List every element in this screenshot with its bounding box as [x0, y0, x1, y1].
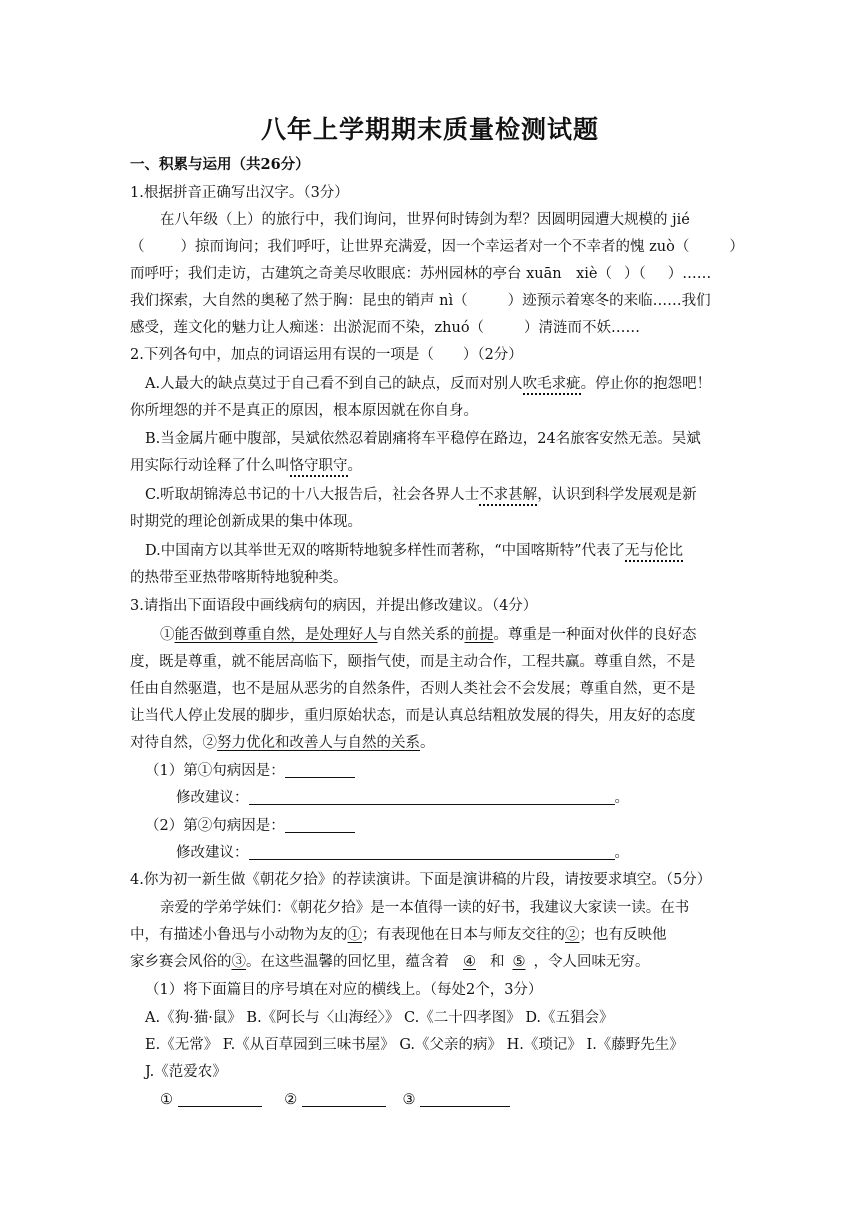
dotted-term-d: 无与伦比 [625, 542, 683, 562]
option-d-line-2: 的热带至亚热带喀斯特地貌种类。 [130, 570, 348, 586]
underlined-sentence-1: 能否做到尊重自然，是处理好人 [174, 627, 378, 643]
question-3-para-line-1: ①能否做到尊重自然，是处理好人与自然关系的前提。尊重是一种面对伙伴的良好态 [160, 627, 697, 643]
options-line-2: E.《无常》 F.《从百草园到三味书屋》 G.《父亲的病》 H.《琐记》 I.《藤野先生》 [145, 1037, 684, 1053]
option-c-line-1: C.听取胡锦涛总书记的十八大报告后，社会各界人士不求甚解，认识到科学发展观是新 [145, 482, 740, 509]
underlined-sentence-2: 努力优化和改善人与自然的关系 [217, 735, 420, 751]
question-3-para-line-2: 度，既是尊重，就不能居高临下，颐指气使，而是主动合作，工程共赢。尊重自然，不是 [130, 654, 696, 670]
question-4-sub-1: （1）将下面篇目的序号填在对应的横线上。（每处2个，3分） [145, 982, 543, 998]
question-3-para-line-4: 让当代人停止发展的脚步，重归原始状态，而是认真总结粗放发展的得失，用友好的态度 [130, 708, 696, 724]
question-3-para-line-3: 任由自然驱遣，也不是屈从恶劣的自然条件，否则人类社会不会发展；尊重自然，更不是 [130, 681, 696, 697]
options-line-1: A.《狗·猫·鼠》 B.《阿长与〈山海经〉》 C.《二十四孝图》 D.《五猖会》 [145, 1010, 614, 1026]
dotted-term-a: 吹毛求疵 [523, 375, 581, 395]
question-3-heading: 3.请指出下面语段中画线病句的病因，并提出修改建议。（4分） [130, 598, 538, 614]
question-4-heading: 4.你为初一新生做《朝花夕拾》的荐读演讲。下面是演讲稿的片段，请按要求填空。（5分） [130, 872, 712, 888]
option-b-line-2: 用实际行动诠释了什么叫恪守职守。 [130, 453, 740, 480]
question-1-line-3: 而呼吁；我们走访，古建筑之奇美尽收眼底：苏州园林的亭台 xuān xiè（ ）（ ）…… [130, 266, 712, 282]
suggestion-row-1: 修改建议： 。 [176, 790, 629, 806]
answer-blank-1[interactable] [285, 761, 355, 778]
page-title: 八年上学期期末质量检测试题 [260, 115, 599, 144]
question-4-para-line-3: 家乡赛会风俗的③。在这些温馨的回忆里，蕴含着 ④ 和 ⑤ ，令人回味无穷。 [130, 954, 650, 970]
question-4-para-line-1: 亲爱的学弟学妹们：《朝花夕拾》是一本值得一读的好书，我建议大家读一读。在书 [160, 900, 690, 916]
suggestion-blank-1[interactable] [249, 788, 615, 805]
fill-answer-2[interactable] [302, 1090, 386, 1107]
answer-row-1: （1）第①句病因是： [145, 758, 755, 785]
question-3-para-line-5: 对待自然，②努力优化和改善人与自然的关系。 [130, 735, 435, 751]
question-1-line-5: 感受，莲文化的魅力让人痴迷：出淤泥而不染，zhuó（ ）清涟而不妖…… [130, 320, 641, 336]
fill-blank-1[interactable]: ① [347, 927, 362, 943]
question-1-line-4: 我们探索，大自然的奥秘了然于胸：昆虫的销声 nì（ ）迹预示着寒冬的来临……我们 [130, 293, 711, 309]
dotted-term-b: 恪守职守 [290, 457, 348, 477]
dotted-term-c: 不求甚解 [479, 486, 537, 506]
fill-blank-2[interactable]: ② [565, 927, 580, 943]
option-a-line-2: 你所埋怨的并不是真正的原因，根本原因就在你自身。 [130, 403, 478, 419]
option-a-line-1: A.人最大的缺点莫过于自己看不到自己的缺点，反而对别人吹毛求疵。停止你的抱怨吧！ [145, 371, 740, 398]
underlined-word: 前提 [464, 627, 494, 643]
option-c-line-2: 时期党的理论创新成果的集中体现。 [130, 514, 362, 530]
question-4-para-line-2: 中，有描述小鲁迅与小动物为友的①；有表现他在日本与师友交往的②；也有反映他 [130, 927, 667, 943]
fill-answer-3[interactable] [420, 1090, 510, 1107]
fill-blank-4[interactable]: ④ [463, 954, 476, 970]
question-1-line-1: 在八年级（上）的旅行中，我们询问，世界何时铸剑为犁？因圆明园遭大规模的 jié [160, 212, 690, 228]
answer-row-2: （2）第②句病因是： [145, 813, 755, 840]
fill-row: ① ② ③ [160, 1087, 770, 1114]
suggestion-blank-2[interactable] [249, 843, 615, 860]
question-2-heading: 2.下列各句中，加点的词语运用有误的一项是（ ）（2分） [130, 347, 523, 363]
fill-blank-5[interactable]: ⑤ [512, 954, 526, 970]
question-1-heading: 1.根据拼音正确写出汉字。（3分） [130, 185, 349, 201]
question-1-line-2: （ ）掠而询问；我们呼吁，让世界充满爱，因一个幸运者对一个不幸者的愧 zuò（ ） [130, 239, 744, 255]
fill-answer-1[interactable] [178, 1090, 262, 1107]
option-b-line-1: B.当金属片砸中腹部，吴斌依然忍着剧痛将车平稳停在路边，24名旅客安然无恙。吴斌 [145, 431, 701, 447]
fill-blank-3[interactable]: ③ [231, 954, 246, 970]
suggestion-row-2: 修改建议： 。 [176, 845, 629, 861]
options-line-3: J.《范爱农》 [145, 1064, 227, 1080]
option-d-line-1: D.中国南方以其举世无双的喀斯特地貌多样性而著称，“中国喀斯特”代表了无与伦比 [145, 538, 740, 565]
answer-blank-2[interactable] [285, 816, 355, 833]
section-heading: 一、积累与运用（共26分） [130, 156, 310, 173]
